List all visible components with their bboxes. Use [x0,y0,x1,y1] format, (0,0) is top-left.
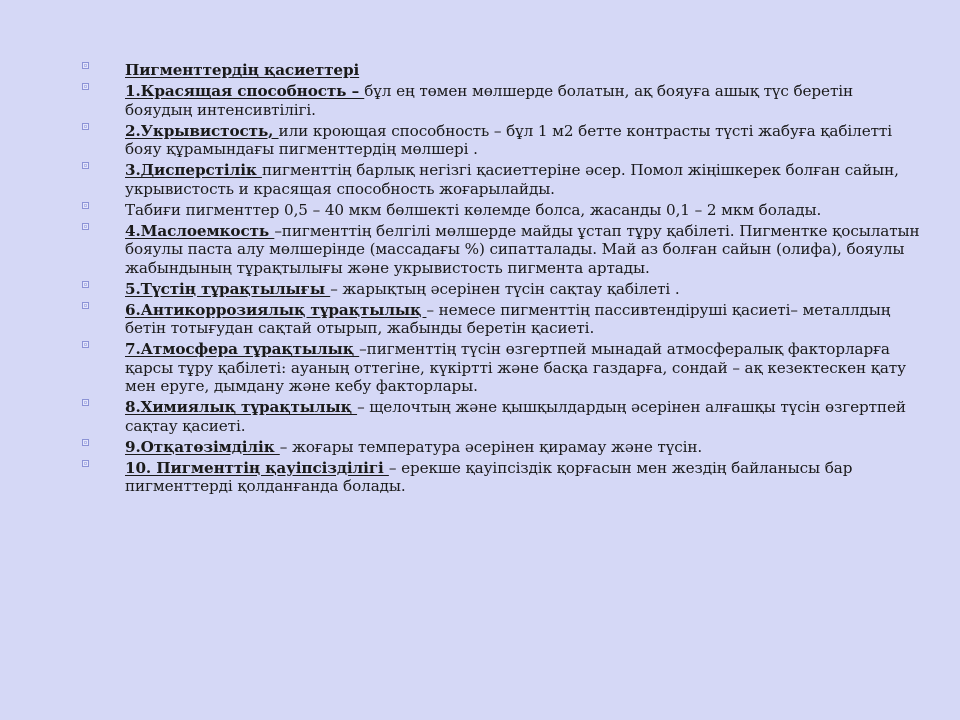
list-item [82,201,922,220]
square-bullet-icon [82,123,89,130]
bullet-list [82,61,922,498]
item-text: пигменттің барлық негізгі қасиеттеріне әсер. Помол жіңішкерек болған сайын, укрывистость и красящая способность жоғарылайды. [125,161,899,198]
list-item [82,161,922,198]
list-item [82,122,922,159]
item-text: Табиғи пигменттер 0,5 – 40 мкм бөлшекті көлемде болса, жасанды 0,1 – 2 мкм болады. [125,200,822,219]
item-term: 8.Химиялық тұрақтылық [125,398,358,416]
list-item [82,398,922,435]
square-bullet-icon [82,439,89,446]
item-term: 7.Атмосфера тұрақтылық [125,340,360,358]
item-text: бұл ең төмен мөлшерде болатын, ақ бояуға ашық түс беретін бояудың интенсивтілігі. [125,82,854,119]
square-bullet-icon [82,399,89,406]
item-text: или кроющая способность – бұл 1 м2 бетте контрасты түсті жабуға қабілетті бояу құрамындағы пигменттердің мөлшері . [125,121,892,158]
square-bullet-icon [82,460,89,467]
item-text: – щелочтың және қышқылдардың әсерінен алғашқы түсін өзгертпей сақтау қасиеті. [125,398,906,435]
list-item [82,340,922,396]
item-term: 1.Красящая способность – [125,82,365,100]
list-item [82,61,922,80]
item-term: 2.Укрывистость, [125,121,279,140]
square-bullet-icon [82,302,89,309]
square-bullet-icon [82,223,89,230]
list-item [82,222,922,278]
list-item [82,301,922,338]
item-text: –пигменттің түсін өзгертпей мынадай атмосфералық факторларға қарсы тұру қабілеті: ауаның оттегіне, күкіртті және басқа газдарға, сондай – ақ кезектескен қату мен еруге, дымдану және кебу факторлары. [125,340,906,395]
square-bullet-icon [82,202,89,209]
item-term: 3.Дисперстілік [125,161,262,179]
item-term: 10. Пигменттің қауіпсізділігі [125,458,389,477]
list-item [82,459,922,496]
square-bullet-icon [82,281,89,288]
item-text: – жарықтың әсерінен түсін сақтау қабілеті . [330,279,680,298]
item-text: – жоғары температура әсерінен қирамау және түсін. [279,437,703,456]
item-term: 9.Отқатөзімділік [125,437,280,456]
square-bullet-icon [82,162,89,169]
item-term: 4.Маслоемкость [125,221,275,240]
item-text: – ерекше қауіпсіздік қорғасын мен жездің байланысы бар пигменттерді қолданғанда болады. [125,458,853,495]
square-bullet-icon [82,62,89,69]
item-term: 5.Түстің тұрақтылығы [125,279,331,298]
item-text: – немесе пигменттің пассивтендіруші қасиеті– металлдың бетін тотығудан сақтай отырып, жабынды беретін қасиеті. [125,300,891,337]
square-bullet-icon [82,341,89,348]
item-term: 6.Антикоррозиялық тұрақтылық [125,300,427,319]
item-term: Пигменттердің қасиеттері [125,61,360,79]
item-text: –пигменттің белгілі мөлшерде майды ұстап тұру қабілеті. Пигментке қосылатын бояулы паста алу мөлшерінде (массадағы %) сипатталады. Май аз болған сайын (олифа), бояулы жабындының тұрақтылығы және укрывистость пигмента артады. [125,221,920,277]
list-item [82,438,922,457]
list-item [82,280,922,299]
square-bullet-icon [82,83,89,90]
list-item [82,82,922,119]
